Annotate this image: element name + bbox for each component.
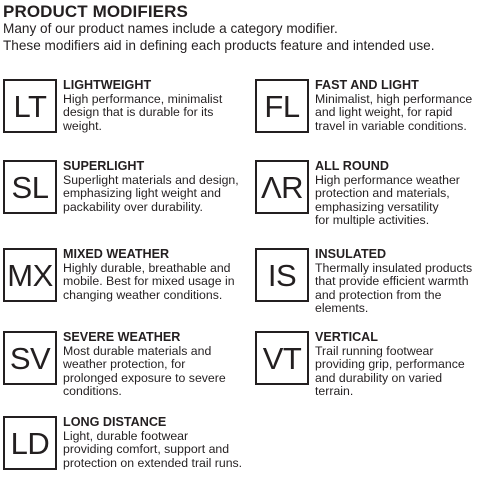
modifier-text [315, 78, 480, 133]
description-line: providing grip, performance [315, 357, 465, 372]
description-line: weight. [63, 118, 102, 133]
modifier-description [315, 262, 480, 315]
modifier-text [63, 78, 245, 133]
description-line: Thermally insulated products [315, 261, 473, 275]
description-line: and durability on varied [315, 370, 443, 385]
description-line: Trail running footwear [315, 344, 434, 358]
modifier-text [63, 247, 245, 302]
modifier-title: FAST AND LIGHT [315, 78, 419, 92]
intro-line: Many of our product names include a category modifier. [3, 21, 338, 36]
page-title: PRODUCT MODIFIERS [3, 2, 188, 21]
modifier-description [63, 174, 245, 214]
modifier-text [63, 415, 245, 470]
description-line: emphasizing light weight and [63, 186, 221, 201]
description-line: Most durable materials and [63, 344, 212, 358]
modifier-description [315, 174, 480, 227]
intro-line: These modifiers aid in defining each products feature and intended use. [3, 37, 435, 53]
modifier-title: INSULATED [315, 247, 387, 261]
modifier-mixed-weather [3, 248, 239, 328]
modifier-description [315, 345, 480, 398]
modifier-insulated [255, 248, 480, 328]
modifier-text [315, 159, 480, 227]
description-line: conditions. [63, 383, 122, 398]
description-line: Minimalist, high performance [315, 92, 473, 106]
modifier-title: SEVERE WEATHER [63, 330, 181, 344]
modifier-title: SUPERLIGHT [63, 159, 145, 173]
description-line: emphasizing versatility [315, 199, 439, 214]
description-line: travel in variable conditions. [315, 118, 467, 133]
modifier-code-badge: ΛR [255, 160, 309, 214]
description-line: prolonged exposure to severe [63, 370, 226, 385]
modifier-code-badge: IS [255, 248, 309, 302]
description-line: elements. [315, 300, 369, 315]
modifier-description [63, 93, 245, 133]
description-line: and light weight, for rapid [315, 105, 453, 120]
modifier-description [63, 345, 245, 398]
description-line: protection on extended trail runs. [63, 455, 243, 470]
description-line: changing weather conditions. [63, 287, 223, 302]
description-line: High performance weather [315, 173, 460, 187]
description-line: and protection from the [315, 287, 442, 302]
modifier-title: ALL ROUND [315, 159, 389, 173]
modifier-code-badge: MX [3, 248, 57, 302]
description-line: providing comfort, support and [63, 442, 230, 457]
modifier-lightweight [3, 79, 239, 159]
modifier-title: MIXED WEATHER [63, 247, 170, 261]
modifier-text [63, 159, 245, 214]
modifier-title: VERTICAL [315, 330, 378, 344]
modifier-description [63, 262, 245, 302]
modifier-description [63, 430, 245, 470]
modifier-text [63, 330, 245, 398]
description-line: High performance, minimalist [63, 92, 223, 106]
modifier-description [315, 93, 480, 133]
description-line: for multiple activities. [315, 212, 430, 227]
modifier-superlight [3, 160, 239, 240]
modifier-severe-weather [3, 331, 239, 411]
description-line: Light, durable footwear [63, 429, 189, 443]
description-line: mobile. Best for mixed usage in [63, 274, 235, 289]
description-line: terrain. [315, 383, 354, 398]
modifier-long-distance [3, 415, 243, 496]
description-line: Superlight materials and design, [63, 173, 239, 187]
modifier-code-badge: LD [3, 416, 57, 470]
modifier-code-badge: SL [3, 160, 57, 214]
description-line: protection and materials, [315, 186, 450, 201]
modifier-title: LONG DISTANCE [63, 415, 167, 429]
modifier-code-badge: LT [3, 79, 57, 133]
description-line: weather protection, for [63, 357, 186, 372]
description-line: Highly durable, breathable and [63, 261, 231, 275]
modifier-code-badge: VT [255, 331, 309, 385]
modifier-vertical [255, 331, 480, 411]
modifier-text [315, 330, 480, 398]
modifier-code-badge: FL [255, 79, 309, 133]
description-line: design that is durable for its [63, 105, 214, 120]
modifier-title: LIGHTWEIGHT [63, 78, 152, 92]
modifier-text [315, 247, 480, 315]
intro-text [3, 21, 435, 54]
description-line: packability over durability. [63, 199, 203, 214]
description-line: that provide efficient warmth [315, 274, 469, 289]
modifier-code-badge: SV [3, 331, 57, 385]
modifier-fast-and-light [255, 79, 480, 159]
modifier-all-round [255, 160, 480, 240]
